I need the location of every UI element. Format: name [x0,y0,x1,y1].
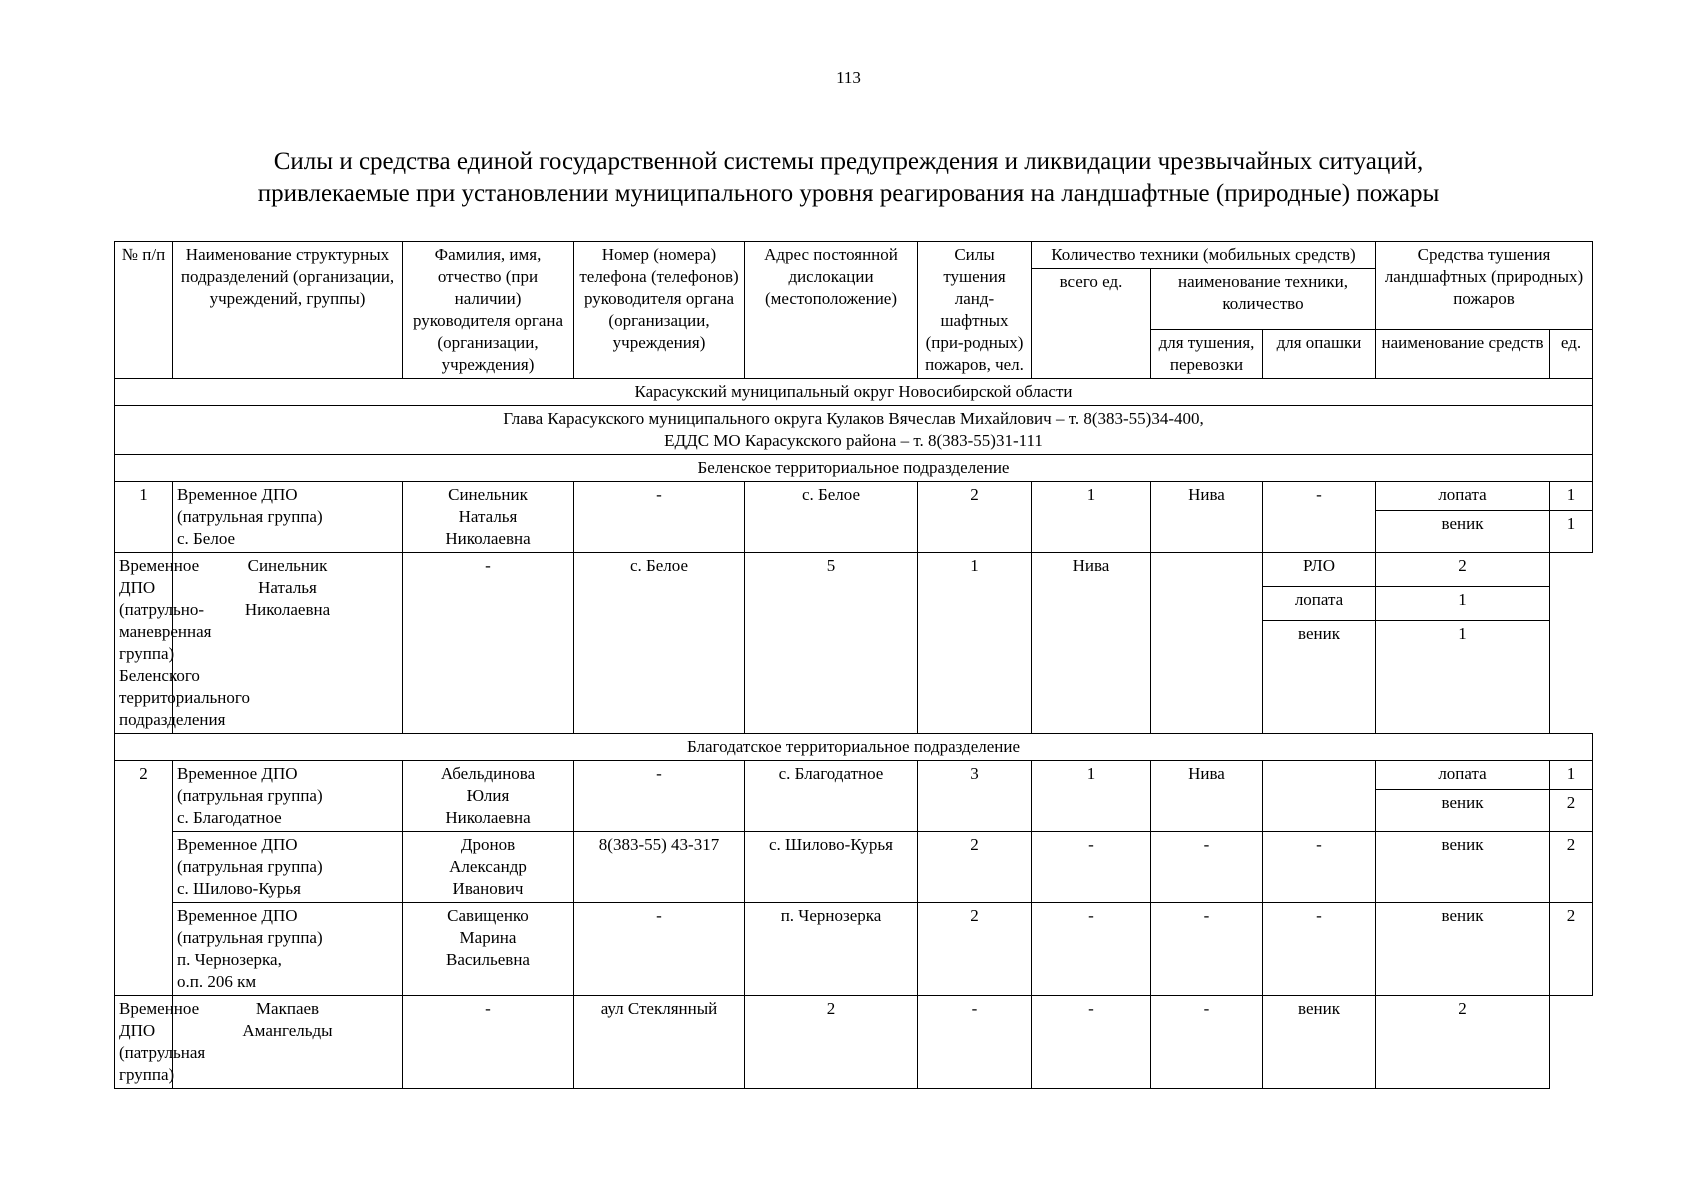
cell-fio [403,761,574,832]
cell-means-units: 2 [1550,790,1593,832]
name-line: (патрульная группа) [177,857,323,876]
cell-means-units: 1 [1376,620,1550,733]
fio-line: Савищенко [447,906,529,925]
cell-name [173,903,403,996]
cell-forces: 3 [918,761,1032,832]
cell-fio [403,832,574,903]
name-line: Временное ДПО [119,556,200,597]
cell-tech-total: - [1032,903,1151,996]
fio-line: Марина [459,928,517,947]
header-phone: Номер (номера) телефона (телефонов) руководителя органа (организации, учреждения) [574,242,745,379]
cell-forces: 2 [918,482,1032,553]
title-line-1: Силы и средства единой государственной системы предупреждения и ликвидации чрезвычайных ситуаций, [273,148,1424,175]
header-tech-plow: для опашки [1263,330,1376,379]
table-row [115,996,1593,1089]
cell-tech-extinguish: Нива [1032,553,1151,734]
cell-name [173,832,403,903]
fio-line: Синельник [448,485,528,504]
cell-forces: 5 [745,553,918,734]
cell-means-name: лопата [1376,761,1550,790]
cell-means-name: лопата [1376,482,1550,511]
name-line: с. Белое [177,529,236,548]
fio-line: Николаевна [445,808,531,827]
cell-means-name: веник [1376,511,1550,553]
cell-forces: 2 [918,903,1032,996]
cell-tech-extinguish: Нива [1151,761,1263,832]
district-head-contacts [115,406,1593,455]
cell-tech-extinguish: Нива [1151,482,1263,553]
fio-line: Наталья [258,578,317,597]
cell-tech-total: 1 [918,553,1032,734]
cell-means-name: веник [1376,832,1550,903]
cell-fio [403,903,574,996]
cell-name [115,996,206,1089]
cell-means-name: веник [1263,996,1376,1089]
fio-line: Иванович [452,879,524,898]
name-line: Временное ДПО [177,835,298,854]
district-title: Карасукский муниципальный округ Новосибирской области [115,379,1593,406]
cell-num: 2 [115,761,173,996]
table-row [115,903,1593,996]
cell-forces: 2 [918,832,1032,903]
header-tech-group: Количество техники (мобильных средств) [1032,242,1376,269]
fio-line: Синельник [247,556,328,575]
head-contact-line-2: ЕДДС МО Карасукского района – т. 8(383-55)31-111 [664,431,1043,450]
header-tech-total: всего ед. [1032,269,1151,379]
cell-tech-plow: - [1263,903,1376,996]
name-line: Временное ДПО [119,999,200,1040]
cell-tech-plow: - [1263,832,1376,903]
fio-line: Макпаев [255,999,320,1018]
fio-line: Наталья [458,507,518,526]
cell-phone: - [574,482,745,553]
cell-phone: - [403,996,574,1089]
table-row [115,482,1593,511]
name-line: (патрульная группа) [119,1043,206,1084]
table-row [115,832,1593,903]
cell-means-units: 2 [1550,832,1593,903]
fio-line: Васильевна [446,950,530,969]
subdivision-title-belenskoe: Беленское территориальное подразделение [115,455,1593,482]
cell-means-name: веник [1376,790,1550,832]
section-row [115,455,1593,482]
cell-tech-plow [1263,761,1376,832]
cell-tech-plow: - [1151,996,1263,1089]
document-title [100,146,1597,210]
cell-means-units: 2 [1550,903,1593,996]
fio-line: Николаевна [445,529,531,548]
header-address: Адрес постоянной дислокации (местоположение) [745,242,918,379]
cell-means-units: 1 [1376,586,1550,620]
subdivision-title-blagodatskoe: Благодатское территориальное подразделение [115,734,1593,761]
cell-means-units: 2 [1376,553,1550,587]
header-fio: Фамилия, имя, отчество (при наличии) руководителя органа (организации, учреждения) [403,242,574,379]
fio-line: Дронов [460,835,516,854]
cell-fio [173,996,403,1089]
cell-address: аул Стеклянный [574,996,745,1089]
name-line: с. Шилово-Курья [177,879,301,898]
name-line: Временное ДПО [177,906,298,925]
cell-phone: 8(383-55) 43-317 [574,832,745,903]
cell-address: с. Благодатное [745,761,918,832]
name-line: с. Благодатное [177,808,282,827]
cell-tech-total: 1 [1032,482,1151,553]
name-line: о.п. 206 км [177,972,257,991]
cell-address: с. Белое [574,553,745,734]
fio-line: Юлия [466,786,510,805]
name-line: (патрульная группа) [177,507,323,526]
fio-line: Амангельды [242,1021,333,1040]
cell-address: с. Шилово-Курья [745,832,918,903]
fio-line: Абельдинова [440,764,536,783]
table-row [115,761,1593,790]
table-body [115,379,1593,1089]
name-line: (патрульная группа) [177,928,323,947]
section-row [115,379,1593,406]
cell-means-name: веник [1263,620,1376,733]
cell-tech-extinguish: - [1032,996,1151,1089]
cell-tech-plow: - [1263,482,1376,553]
table-header [115,242,1593,379]
name-line: Временное ДПО [177,485,298,504]
fio-line: Николаевна [244,600,331,619]
cell-phone: - [574,903,745,996]
cell-means-units: 1 [1550,482,1593,511]
forces-table [114,241,1593,1089]
table-row [115,553,1593,587]
cell-address: п. Чернозерка [745,903,918,996]
cell-fio [403,482,574,553]
header-means-name: наименование средств [1376,330,1550,379]
cell-tech-total: 1 [1032,761,1151,832]
section-row [115,406,1593,455]
cell-name [173,482,403,553]
cell-means-name: веник [1376,903,1550,996]
name-line: Временное ДПО [177,764,298,783]
name-line: территориального [119,688,250,707]
header-tech-extinguish: для тушения, перевозки [1151,330,1263,379]
cell-name [173,761,403,832]
cell-means-name: лопата [1263,586,1376,620]
cell-tech-extinguish: - [1151,832,1263,903]
header-name: Наименование структурных подразделений (организации, учреждений, группы) [173,242,403,379]
header-forces: Силы тушения ланд-шафтных (при-родных) пожаров, чел. [918,242,1032,379]
cell-num: 1 [115,482,173,553]
cell-means-units: 2 [1376,996,1550,1089]
cell-tech-total: - [1032,832,1151,903]
name-line: п. Чернозерка, [177,950,282,969]
name-line: (патрульно-маневренная [119,600,212,641]
cell-tech-plow [1151,553,1263,734]
cell-means-name: РЛО [1263,553,1376,587]
cell-tech-extinguish: - [1151,903,1263,996]
section-row [115,734,1593,761]
cell-means-units: 1 [1550,511,1593,553]
cell-means-units: 1 [1550,761,1593,790]
cell-forces: 2 [745,996,918,1089]
name-line: подразделения [119,710,226,729]
header-means-group: Средства тушения ландшафтных (природных) пожаров [1376,242,1593,330]
cell-phone: - [403,553,574,734]
header-num: № п/п [115,242,173,379]
cell-address: с. Белое [745,482,918,553]
header-tech-name-group: наименование техники, количество [1151,269,1376,330]
cell-tech-total: - [918,996,1032,1089]
header-means-units: ед. [1550,330,1593,379]
fio-line: Александр [449,857,527,876]
name-line: Беленского [119,666,200,685]
cell-name [115,553,250,734]
name-line: (патрульная группа) [177,786,323,805]
name-line: группа) [119,644,175,663]
head-contact-line-1: Глава Карасукского муниципального округа Кулаков Вячеслав Михайлович – т. 8(383-55)34-400, [503,409,1204,428]
page-number: 113 [836,68,861,87]
title-line-2: привлекаемые при установлении муниципального уровня реагирования на ландшафтные (природные) пожары [257,180,1440,207]
cell-phone: - [574,761,745,832]
